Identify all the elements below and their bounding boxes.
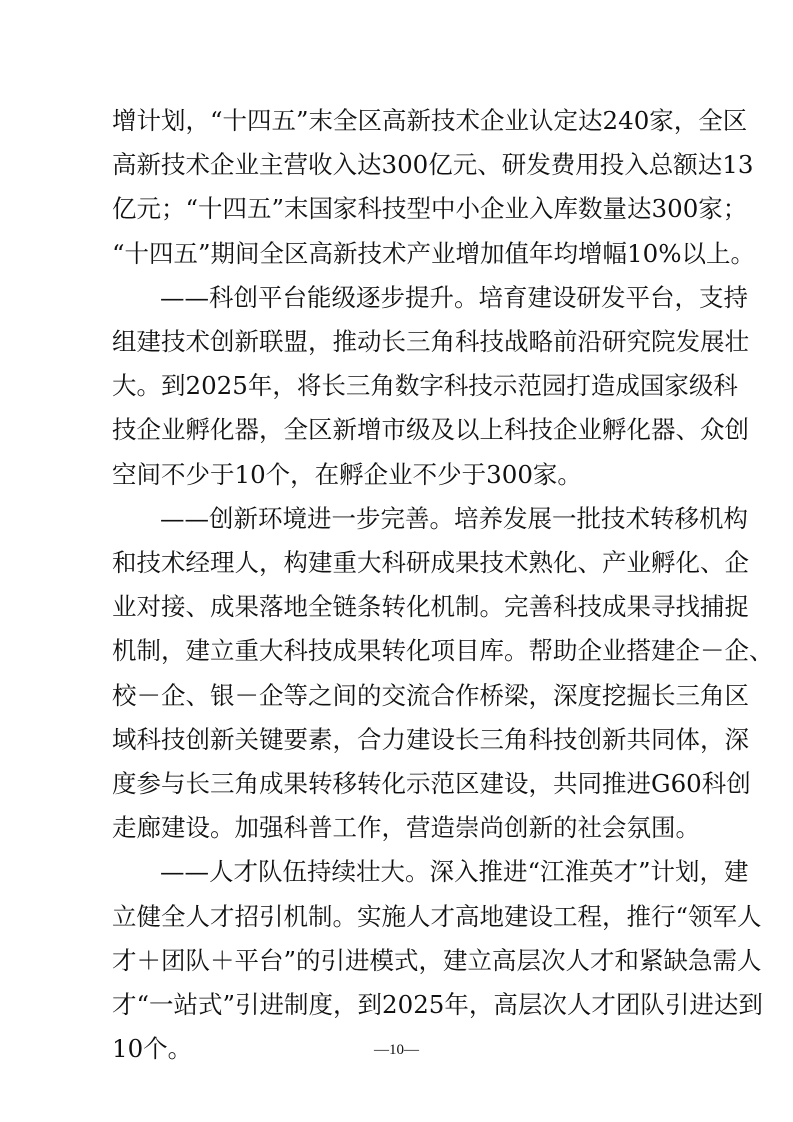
paragraph-heading-line: ——创新环境进一步完善。培养发展一批技术转移机构 (160, 503, 748, 533)
page-number: —10— (374, 1042, 419, 1058)
text-line: 才“一站式”引进制度，到2025年，高层次人才团队引进达到 (112, 990, 763, 1019)
text-line: 立健全人才招引机制。实施人才高地建设工程，推行“领军人 (112, 901, 762, 931)
text-line: 组建技术创新联盟，推动长三角科技战略前沿研究院发展壮 (112, 327, 749, 356)
text-line: 和技术经理人，构建重大科研成果技术熟化、产业孵化、企 (112, 548, 749, 577)
text-line: 走廊建设。加强科普工作，营造崇尚创新的社会氛围。 (112, 813, 700, 843)
text-line: 业对接、成果落地全链条转化机制。完善科技成果寻找捕捉 (112, 592, 749, 622)
paragraph-heading-line: ——人才队伍持续壮大。深入推进“江淮英才”计划，建 (160, 857, 749, 887)
text-line: 大。到2025年，将长三角数字科技示范园打造成国家级科 (112, 371, 738, 401)
text-line: 技企业孵化器，全区新增市级及以上科技企业孵化器、众创 (112, 415, 749, 445)
text-line: 机制，建立重大科技成果转化项目库。帮助企业搭建企－企、 (112, 636, 774, 666)
text-line: 10个。 (112, 1034, 193, 1064)
text-line: 域科技创新关键要素，合力建设长三角科技创新共同体，深 (112, 724, 749, 754)
text-line: 度参与长三角成果转移转化示范区建设，共同推进G60科创 (112, 769, 751, 798)
text-line: 增计划，“十四五”末全区高新技术企业认定达240家，全区 (112, 106, 748, 135)
text-line: 才＋团队＋平台”的引进模式，建立高层次人才和紧缺急需人 (112, 945, 762, 975)
text-line: “十四五”期间全区高新技术产业增加值年均增幅10%以上。 (112, 238, 756, 268)
text-line: 校－企、银－企等之间的交流合作桥梁，深度挖掘长三角区 (112, 680, 749, 710)
text-line: 亿元；“十四五”末国家科技型中小企业入库数量达300家； (112, 194, 748, 224)
text-line: 高新技术企业主营收入达300亿元、研发费用投入总额达13 (112, 150, 754, 180)
text-line: 空间不少于10个，在孵企业不少于300家。 (112, 459, 582, 489)
paragraph-heading-line: ——科创平台能级逐步提升。培育建设研发平台，支持 (160, 282, 748, 312)
